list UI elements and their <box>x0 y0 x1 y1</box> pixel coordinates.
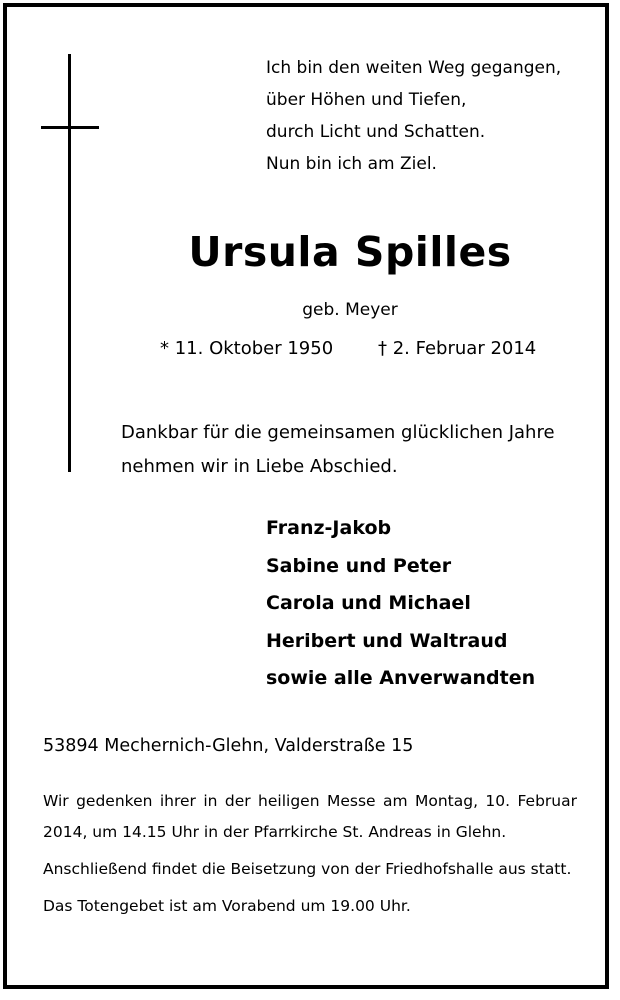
family-member: Sabine und Peter <box>266 554 452 577</box>
family-member: Franz-Jakob <box>266 517 392 539</box>
poem-line: Ich bin den weiten Weg gegangen, <box>266 58 562 78</box>
poem-line: Nun bin ich am Ziel. <box>266 154 437 174</box>
cross-horizontal-bar <box>41 126 99 129</box>
thanks-text <box>121 416 555 484</box>
family-member: sowie alle Anverwandten <box>266 667 536 689</box>
birth-name: geb. Meyer <box>302 300 398 320</box>
deceased-name: Ursula Spilles <box>188 228 512 276</box>
birth-date: * 11. Oktober 1950 <box>160 338 334 359</box>
thanks-line: Dankbar für die gemeinsamen glücklichen Jahre <box>121 422 555 443</box>
poem <box>266 52 561 180</box>
notice-mass: Wir gedenken ihrer in der heiligen Messe am Montag, 10. Februar 2014, um 14.15 Uhr in der Pfarrkirche St. Andreas in Glehn. <box>43 792 577 841</box>
address: 53894 Mechernich-Glehn, Valderstraße 15 <box>43 736 414 756</box>
family-list <box>266 510 535 698</box>
family-member: Heribert und Waltraud <box>266 629 508 652</box>
death-date: † 2. Februar 2014 <box>378 338 537 359</box>
family-member: Carola und Michael <box>266 592 471 614</box>
poem-line: über Höhen und Tiefen, <box>266 90 467 110</box>
notices <box>43 786 577 928</box>
thanks-line: nehmen wir in Liebe Abschied. <box>121 456 398 477</box>
notice-prayer: Das Totengebet ist am Vorabend um 19.00 Uhr. <box>43 897 411 915</box>
notice-burial: Anschließend findet die Beisetzung von der Friedhofshalle aus statt. <box>43 860 572 878</box>
poem-line: durch Licht und Schatten. <box>266 122 486 142</box>
